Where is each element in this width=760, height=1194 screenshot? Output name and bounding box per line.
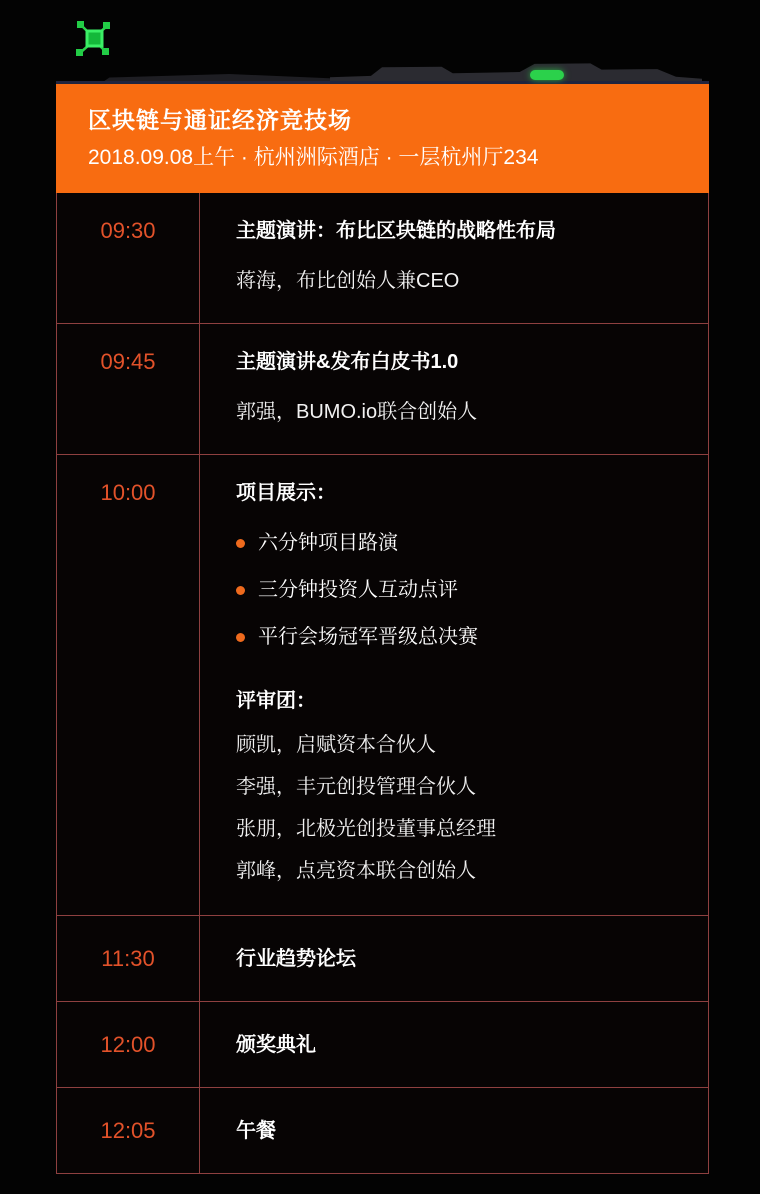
time-label: 10:00 [100,480,156,505]
bullet-text: 六分钟项目路演 [258,532,398,554]
session-item-title: 主题演讲：布比区块链的战略性布局 [236,220,556,242]
judges-heading: 评审团： [236,690,316,712]
speaker-line: 蒋海，布比创始人兼CEO [236,270,460,292]
judge-line: 郭峰，点亮资本联合创始人 [236,860,476,882]
schedule-table [56,193,709,1174]
judge-line: 李强，丰元创投管理合伙人 [236,776,476,798]
schedule-row-1205 [57,1088,708,1173]
judge-line: 顾凯，启赋资本合伙人 [236,734,436,756]
judges-list [236,733,692,883]
time-label: 11:30 [101,945,155,971]
speaker-line: 郭强，BUMO.io联合创始人 [236,401,478,423]
time-label: 09:45 [100,349,156,374]
judge-line: 张朋，北极光创投董事总经理 [236,818,496,840]
schedule-row-0930 [57,193,708,324]
list-item [236,578,692,602]
session-date-location: 2018.09.08上午 · 杭州洲际酒店 · 一层杭州厅234 [88,146,539,169]
session-item-title: 项目展示： [236,482,336,504]
bullet-text: 三分钟投资人互动点评 [258,579,458,601]
schedule-row-1200 [57,1002,708,1088]
session-header [56,84,709,193]
time-label: 09:30 [100,218,156,243]
list-item [236,625,692,649]
bullet-list [236,531,692,649]
session-content [199,455,708,915]
list-item [236,531,692,555]
session-item-title: 主题演讲&发布白皮书1.0 [236,351,459,373]
session-item-title: 颁奖典礼 [236,1033,316,1056]
session-content [199,916,708,1001]
session-item-title: 午餐 [236,1119,276,1142]
schedule-card [56,84,709,1174]
bullet-dot-icon [236,586,245,595]
session-content [199,1088,708,1173]
green-dash-indicator [530,70,564,80]
session-content [199,324,708,454]
bullet-dot-icon [236,539,245,548]
time-label: 12:00 [100,1031,156,1057]
bullet-text: 平行会场冠军晋级总决赛 [258,626,478,648]
bullet-dot-icon [236,633,245,642]
session-title: 区块链与通证经济竞技场 [88,107,352,133]
session-content [199,193,708,323]
network-node-x-icon [72,18,116,60]
session-content [199,1002,708,1087]
time-label: 12:05 [100,1117,156,1143]
schedule-row-0945 [57,324,708,455]
schedule-row-1000 [57,455,708,916]
schedule-row-1130 [57,916,708,1002]
session-item-title: 行业趋势论坛 [236,947,356,970]
